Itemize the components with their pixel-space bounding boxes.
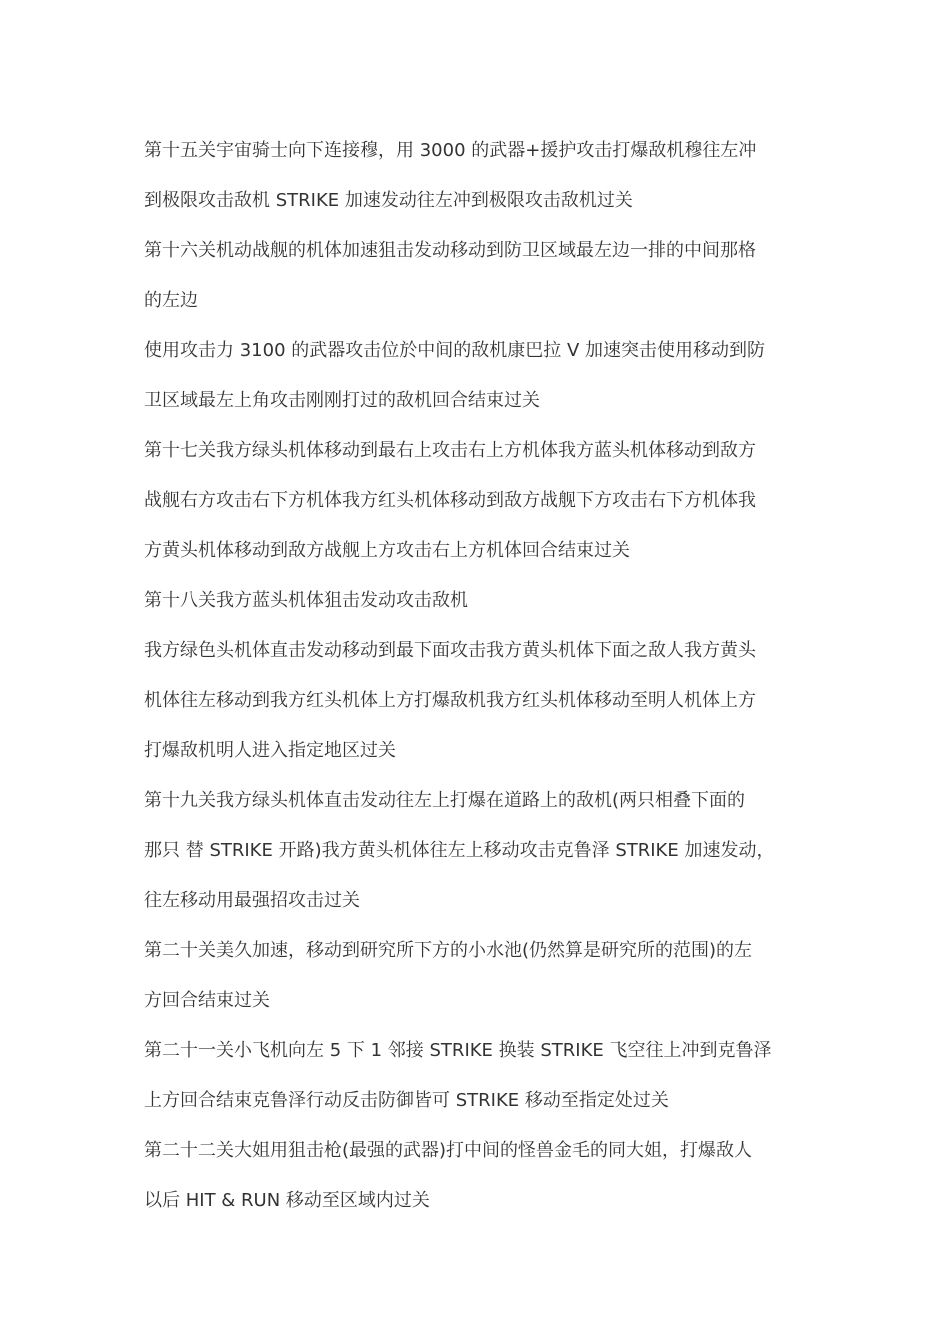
text-line: 以后 HIT & RUN 移动至区域内过关 [144,1190,430,1211]
text-line: 第十七关我方绿头机体移动到最右上攻击右上方机体我方蓝头机体移动到敌方 [144,440,756,461]
text-line: 卫区域最左上角攻击刚刚打过的敌机回合结束过关 [144,390,540,411]
text-line: 第十五关宇宙骑士向下连接穆，用 3000 的武器+援护攻击打爆敌机穆往左冲 [144,140,757,161]
text-line: 第二十二关大姐用狙击枪(最强的武器)打中间的怪兽金毛的同大姐，打爆敌人 [144,1140,753,1161]
text-line: 机体往左移动到我方红头机体上方打爆敌机我方红头机体移动至明人机体上方 [144,690,756,711]
text-line: 第十九关我方绿头机体直击发动往左上打爆在道路上的敌机(两只相叠下面的 [144,790,746,811]
text-line: 方回合结束过关 [144,990,270,1011]
text-line: 往左移动用最强招攻击过关 [144,890,360,911]
text-line: 战舰右方攻击右下方机体我方红头机体移动到敌方战舰下方攻击右下方机体我 [144,490,756,511]
text-line: 的左边 [144,290,198,311]
text-line: 上方回合结束克鲁泽行动反击防御皆可 STRIKE 移动至指定处过关 [144,1090,669,1111]
text-line: 打爆敌机明人进入指定地区过关 [144,740,396,761]
document-body [144,126,812,1226]
text-line: 第十八关我方蓝头机体狙击发动攻击敌机 [144,590,468,611]
text-line: 那只 替 STRIKE 开路)我方黄头机体往左上移动攻击克鲁泽 STRIKE 加速发动， [144,840,775,861]
text-line: 到极限攻击敌机 STRIKE 加速发动往左冲到极限攻击敌机过关 [144,190,633,211]
text-line: 方黄头机体移动到敌方战舰上方攻击右上方机体回合结束过关 [144,540,630,561]
text-line: 第二十一关小飞机向左 5 下 1 邻接 STRIKE 换装 STRIKE 飞空往上冲到克鲁泽 [144,1040,772,1061]
text-line: 第十六关机动战舰的机体加速狙击发动移动到防卫区域最左边一排的中间那格 [144,240,756,261]
text-line: 使用攻击力 3100 的武器攻击位於中间的敌机康巴拉 V 加速突击使用移动到防 [144,340,766,361]
text-line: 我方绿色头机体直击发动移动到最下面攻击我方黄头机体下面之敌人我方黄头 [144,640,756,661]
text-line: 第二十关美久加速，移动到研究所下方的小水池(仍然算是研究所的范围)的左 [144,940,753,961]
